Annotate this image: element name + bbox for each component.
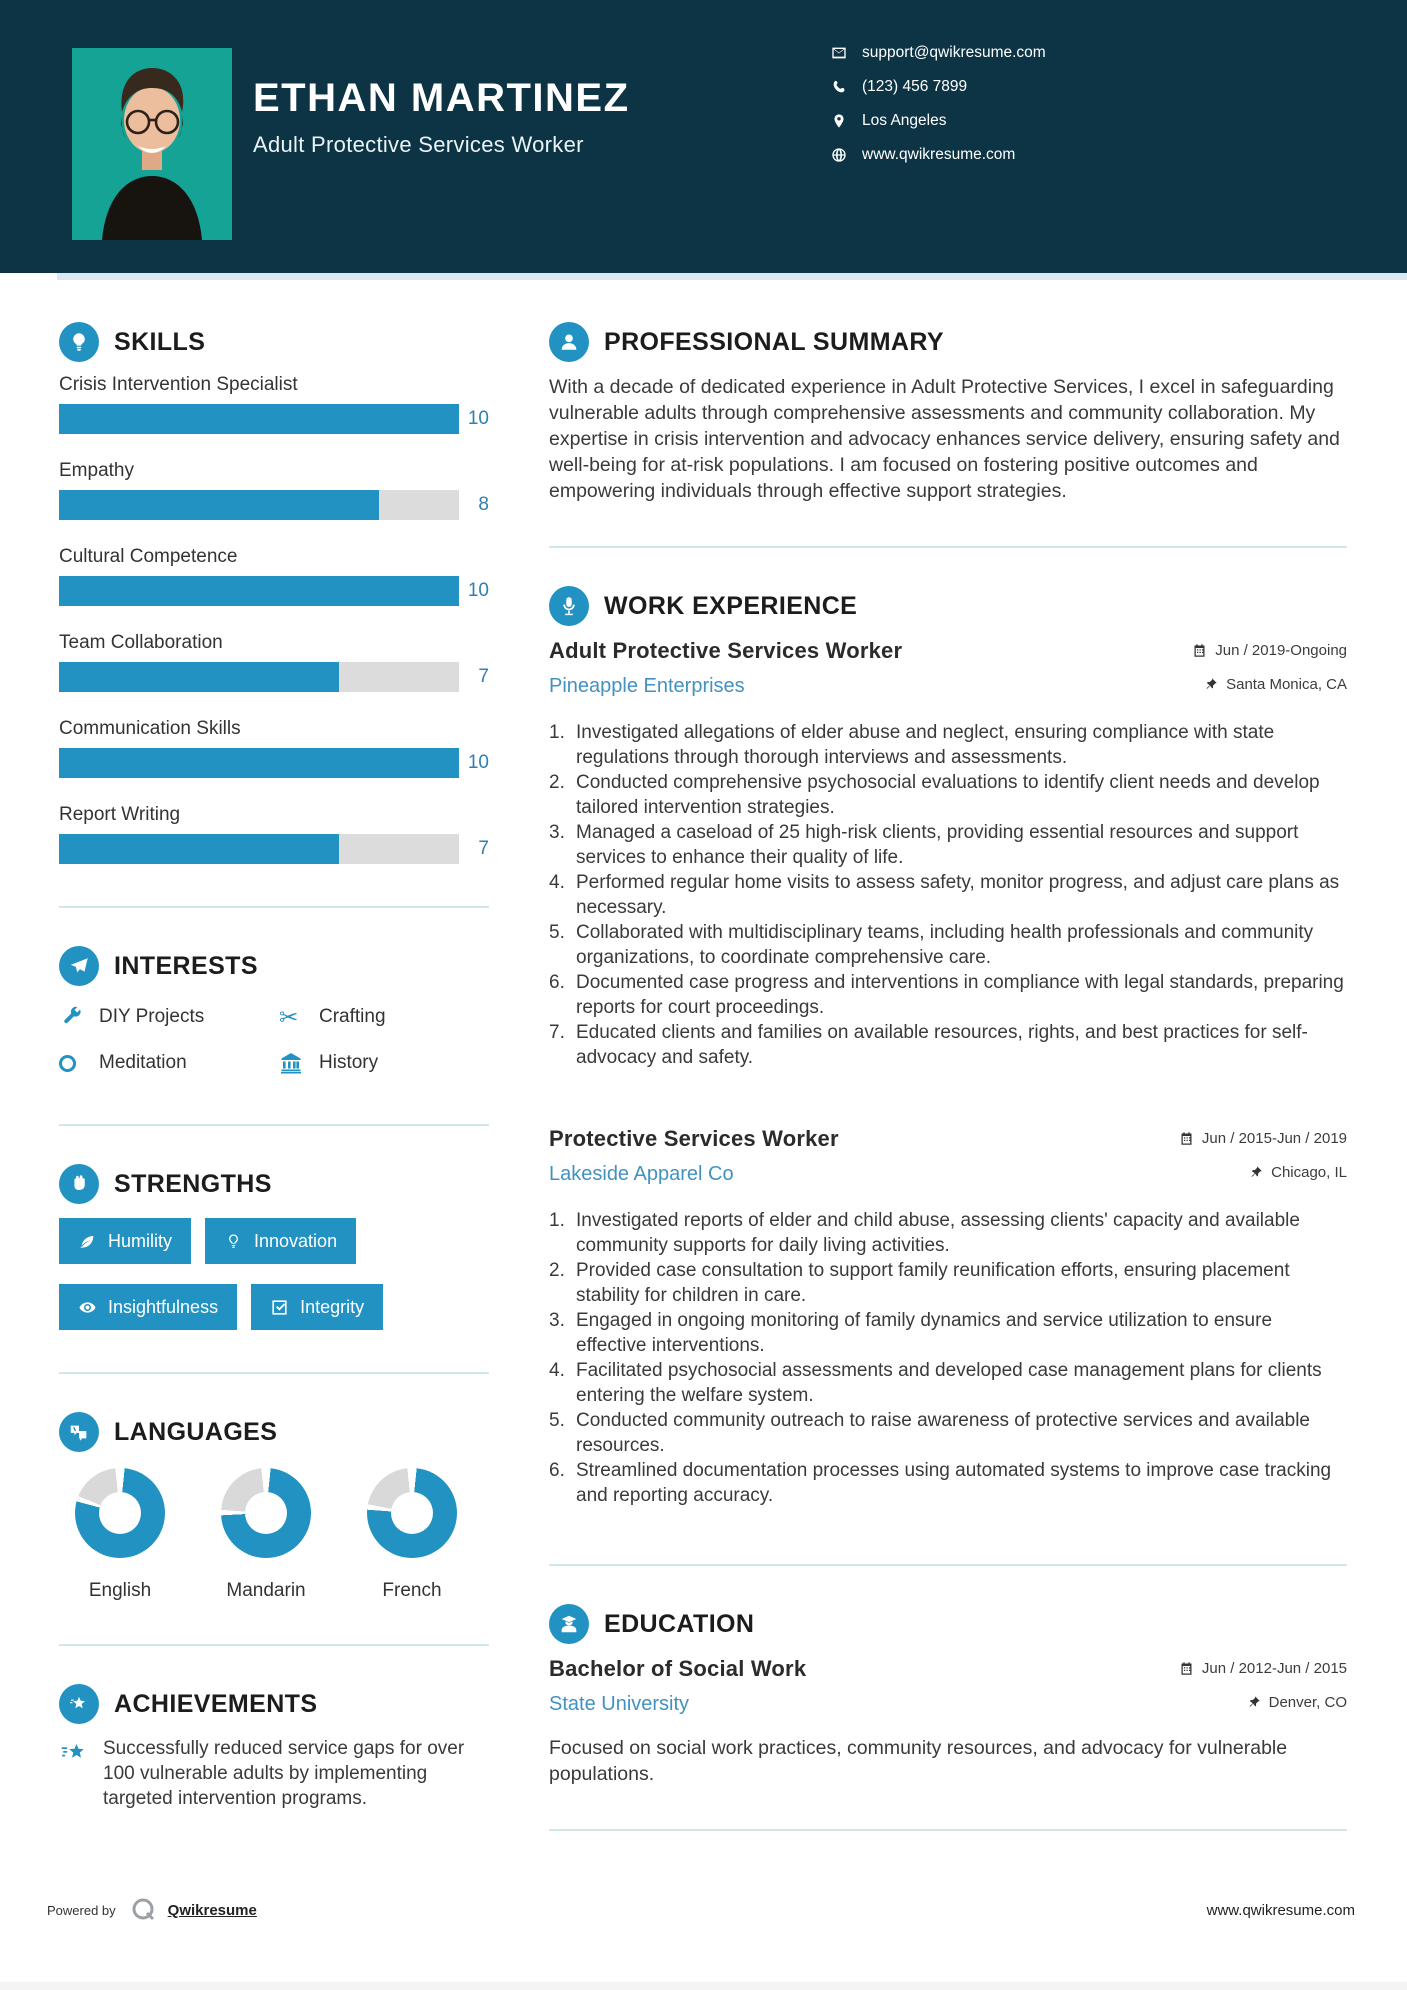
strength-badge [205,1218,356,1264]
skill-value: 10 [467,408,489,429]
section-divider [549,546,1347,548]
job-bullet: Conducted community outreach to raise awareness of protective services and available resources. [576,1410,1310,1456]
job-title: Protective Services Worker [549,1126,839,1151]
skill-item [59,804,489,864]
contact-website-row [830,146,1046,164]
skill-label: Report Writing [59,804,181,825]
job-bullet: Managed a caseload of 25 high-risk clients, providing essential resources and support services to enhance their quality of life. [576,822,1299,868]
achievement-item [59,1736,489,1811]
circle-icon [59,1055,89,1072]
company-name: Lakeside Apparel Co [549,1163,734,1185]
interest-item [279,1044,489,1082]
education-description: Focused on social work practices, community resources, and advocacy for vulnerable populations. [549,1737,1288,1785]
job-location: Chicago, IL [1248,1164,1347,1181]
qwikresume-logo-icon [130,1896,158,1924]
section-divider [549,1564,1347,1566]
strength-badges [59,1218,489,1330]
achievement-text: Successfully reduced service gaps for over 100 vulnerable adults by implementing targeted intervention programs. [103,1738,465,1809]
languages-row [59,1468,489,1602]
summary-section [549,322,1347,504]
interest-label: Meditation [99,1052,187,1073]
job-bullet: Provided case consultation to support family reunification efforts, ensuring placement stability for children in care. [576,1260,1290,1306]
interest-label: DIY Projects [99,1006,205,1027]
section-divider [59,1372,489,1374]
language-item [221,1468,311,1602]
right-column [549,322,1347,1869]
skill-label: Empathy [59,460,134,481]
skill-bar-fill [59,576,459,606]
section-divider [549,1829,1347,1831]
profile-photo [72,48,232,240]
microphone-icon [549,586,589,626]
strength-label: Humility [108,1230,173,1251]
interest-item [279,998,489,1036]
school-name: State University [549,1693,690,1715]
skill-value: 10 [467,580,489,601]
skill-bar-fill [59,404,459,434]
interests-heading [59,946,489,986]
strength-badge [59,1218,191,1264]
strength-label: Integrity [300,1296,365,1317]
contact-location-row [830,112,1046,130]
skill-label: Team Collaboration [59,632,223,653]
skill-value: 10 [467,752,489,773]
language-label: English [88,1580,152,1601]
strength-badge [59,1284,237,1330]
job-bullet: Investigated allegations of elder abuse and neglect, ensuring compliance with state regulations through thorough interviews and assessments. [576,722,1275,768]
graduate-icon [549,1604,589,1644]
section-divider [59,1124,489,1126]
contact-email-row [830,44,1046,62]
pushpin-icon [1246,1695,1261,1710]
translate-icon [59,1412,99,1452]
page-bottom-strip [0,1982,1407,1990]
main-content [0,280,1407,1869]
job-dates: Jun / 2019-Ongoing [1192,642,1347,659]
calendar-icon [1179,1661,1194,1676]
checkbox-icon [270,1298,289,1317]
skill-bar-fill [59,662,339,692]
job-bullet-list [549,1208,1347,1508]
company-name: Pineapple Enterprises [549,675,745,697]
job-entry [549,638,1347,1070]
skill-bar-track [59,490,459,520]
interest-item [59,1044,279,1082]
scissors-icon: ✂ [279,1003,299,1030]
interests-grid [59,998,489,1082]
skill-value: 7 [478,838,489,859]
section-title: SKILLS [114,327,206,356]
wrench-icon [59,1005,89,1029]
strength-label: Insightfulness [108,1296,219,1317]
achievements-section [59,1684,489,1811]
museum-icon [279,1051,309,1075]
section-divider [59,1644,489,1646]
language-donut-chart [75,1468,165,1558]
skill-item [59,374,489,434]
language-label: Mandarin [226,1580,306,1601]
job-bullet: Conducted comprehensive psychosocial evaluations to identify client needs and develop tailored intervention strategies. [576,772,1320,818]
skill-label: Communication Skills [59,718,241,739]
location-icon [830,112,848,130]
phone-icon [830,78,848,96]
education-location: Denver, CO [1246,1694,1347,1711]
section-title: PROFESSIONAL SUMMARY [604,327,944,356]
header [0,0,1407,273]
job-bullet: Investigated reports of elder and child abuse, assessing clients' capacity and available community supports for daily living activities. [576,1210,1300,1256]
strengths-heading [59,1164,489,1204]
globe-icon [830,146,848,164]
job-bullet: Facilitated psychosocial assessments and developed case management plans for clients entering the welfare system. [576,1360,1322,1406]
bulb-icon [224,1232,243,1251]
job-location: Santa Monica, CA [1203,676,1347,693]
section-title: INTERESTS [114,951,258,980]
avatar [72,48,232,240]
star-circle-icon [59,1684,99,1724]
footer [47,1896,1355,1924]
job-bullet: Engaged in ongoing monitoring of family dynamics and service utilization to ensure effective interventions. [576,1310,1273,1356]
education-dates: Jun / 2012-Jun / 2015 [1179,1660,1347,1677]
skill-item [59,632,489,692]
calendar-icon [1192,643,1207,658]
section-title: ACHIEVEMENTS [114,1689,318,1718]
leaf-icon [78,1232,97,1251]
achievements-heading [59,1684,489,1724]
skill-value: 8 [478,494,489,515]
strength-badge [251,1284,383,1330]
skill-bar-track [59,662,459,692]
languages-heading [59,1412,489,1452]
job-bullet: Collaborated with multidisciplinary teams, including health professionals and community organizations, to coordinate comprehensive care. [576,922,1314,968]
lightbulb-icon [59,322,99,362]
skills-section [59,322,489,864]
education-entry [549,1656,1347,1787]
strengths-section [59,1164,489,1330]
candidate-job-title: Adult Protective Services Worker [253,132,584,157]
interest-label: Crafting [319,1006,386,1027]
skill-bar-fill [59,490,379,520]
interests-section [59,946,489,1082]
job-entry [549,1126,1347,1508]
contact-email[interactable]: support@qwikresume.com [862,44,1046,61]
job-bullet: Documented case progress and interventions in compliance with legal standards, preparing reports for court proceedings. [576,972,1344,1018]
strength-label: Innovation [254,1230,338,1251]
pushpin-icon [1248,1165,1263,1180]
job-bullet: Educated clients and families on available resources, rights, and best practices for self-advocacy and safety. [576,1022,1308,1068]
summary-text: With a decade of dedicated experience in Adult Protective Services, I excel in safeguarding vulnerable adults through comprehensive assessments and community collaboration. My expertise in crisis intervention and advocacy enhances service delivery, ensuring safety and well-being for at-risk populations. I am focused on fostering positive outcomes and empowering individuals through effective support strategies. [549,376,1340,502]
calendar-icon [1179,1131,1194,1146]
section-title: LANGUAGES [114,1417,278,1446]
skill-bar-track [59,834,459,864]
education-section [549,1604,1347,1787]
language-donut-chart [221,1468,311,1558]
language-item [75,1468,165,1602]
contact-phone-row [830,78,1046,96]
job-bullet: Performed regular home visits to assess safety, monitor progress, and adjust care plans as necessary. [576,872,1340,918]
section-divider [59,906,489,908]
pushpin-icon [1203,677,1218,692]
identity-block [253,76,630,158]
contact-phone: (123) 456 7899 [862,78,968,95]
experience-section [549,586,1347,1508]
footer-website[interactable]: www.qwikresume.com [1206,1901,1355,1919]
candidate-name: ETHAN MARTINEZ [253,76,630,120]
contact-website[interactable]: www.qwikresume.com [862,146,1016,163]
contact-list [830,44,1046,180]
skill-label: Crisis Intervention Specialist [59,374,298,395]
summary-heading [549,322,1347,362]
fist-icon [59,1164,99,1204]
language-donut-chart [367,1468,457,1558]
skill-bar-track [59,576,459,606]
interest-label: History [319,1052,379,1073]
skill-bar-track [59,748,459,778]
left-column [59,322,489,1869]
skill-item [59,718,489,778]
section-title: STRENGTHS [114,1169,272,1198]
skill-item [59,460,489,520]
skill-bar-track [59,404,459,434]
degree-title: Bachelor of Social Work [549,1656,807,1681]
skill-bar-fill [59,834,339,864]
job-bullet: Streamlined documentation processes using automated systems to improve case tracking and reporting accuracy. [576,1460,1332,1506]
section-title: WORK EXPERIENCE [604,591,858,620]
skills-heading [59,322,489,362]
person-icon [549,322,589,362]
powered-by-label: Powered by [47,1902,116,1918]
qwikresume-link[interactable]: Qwikresume [167,1901,257,1919]
skill-value: 7 [478,666,489,687]
education-heading [549,1604,1347,1644]
skill-item [59,546,489,606]
languages-section [59,1412,489,1602]
interest-item [59,998,279,1036]
skill-bar-fill [59,748,459,778]
language-label: French [382,1580,442,1601]
email-icon [830,44,848,62]
header-shadow-line [57,273,1407,280]
language-item [367,1468,457,1602]
paper-plane-icon [59,946,99,986]
contact-location: Los Angeles [862,112,947,129]
experience-heading [549,586,1347,626]
section-title: EDUCATION [604,1609,755,1638]
shooting-star-icon [59,1736,91,1811]
eye-icon [78,1298,97,1317]
skill-label: Cultural Competence [59,546,238,567]
job-dates: Jun / 2015-Jun / 2019 [1179,1130,1347,1147]
job-bullet-list [549,720,1347,1070]
job-title: Adult Protective Services Worker [549,638,903,663]
